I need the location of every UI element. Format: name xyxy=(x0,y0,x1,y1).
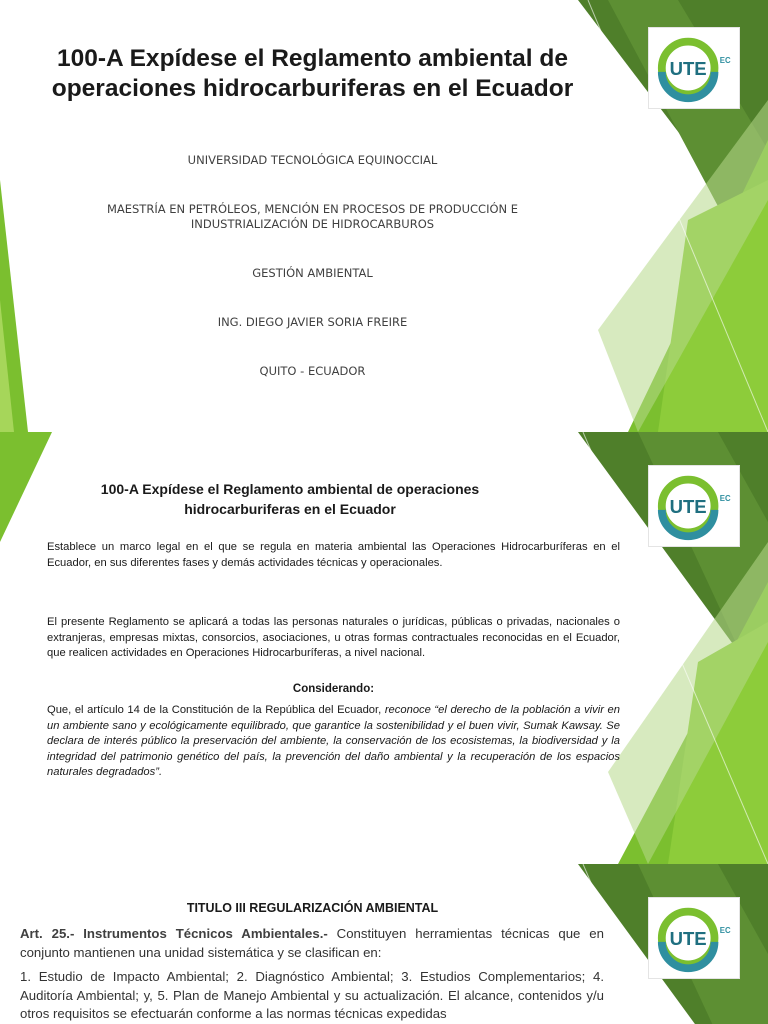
instruments-list-paragraph: 1. Estudio de Impacto Ambiental; 2. Diagnóstico Ambiental; 3. Estudios Complementarios; 4. Auditoría Ambiental; y, 5. Plan de Manejo Ambiental y su actualización. El alcance, contenidos y/u otros requisitos se efectuarán conforme a las normas técnicas expedidas xyxy=(20,969,604,1021)
cover-subject: GESTIÓN AMBIENTAL xyxy=(252,266,373,280)
cover-author: ING. DIEGO JAVIER SORIA FREIRE xyxy=(217,315,408,329)
ute-logo xyxy=(648,27,740,109)
art-25-paragraph xyxy=(20,925,604,962)
slide-cover xyxy=(0,0,768,432)
intro-title: 100-A Expídese el Reglamento ambiental de operaciones hidrocarburiferas en el Ecuador xyxy=(100,481,480,517)
constitution-quote: reconoce “el derecho de la población a vivir en un ambiente sano y ecológicamente equilibrado, que garantice la sostenibilidad y el buen vivir, Sumak Kawsay. Se declara de interés público la preservación del ambiente, la conservación de los ecosistemas, la biodiversidad y la integridad del patrimonio genético del país, la prevención del daño ambiental y la recuperación de los espacios naturales degradados”. xyxy=(47,704,620,779)
cover-location: QUITO - ECUADOR xyxy=(259,364,366,378)
art-25-label: Art. 25.- Instrumentos Técnicos Ambientales.- xyxy=(20,926,328,941)
art-25-text: Constituyen herramientas técnicas que en conjunto mantienen una unidad sistemática y se clasifican en: xyxy=(20,926,604,960)
considerando-heading: Considerando: xyxy=(292,683,375,695)
titulo-iii-heading: TITULO III REGULARIZACIÓN AMBIENTAL xyxy=(186,901,439,915)
cover-title: 100-A Expídese el Reglamento ambiental de operaciones hidrocarburiferas en el Ecuador xyxy=(51,45,574,102)
logo-suffix: EC xyxy=(719,494,731,504)
logo-suffix: EC xyxy=(719,926,731,936)
logo-text: UTE xyxy=(669,495,707,517)
cover-program: MAESTRÍA EN PETRÓLEOS, MENCIÓN EN PROCESOS DE PRODUCCIÓN E INDUSTRIALIZACIÓN DE HIDROCARBUROS xyxy=(106,202,519,231)
intro-paragraph-constitution xyxy=(47,703,620,781)
slide-regularizacion xyxy=(0,864,768,1024)
logo-text: UTE xyxy=(669,57,707,79)
slide-introduction xyxy=(0,432,768,864)
constitution-plain-text: Que, el artículo 14 de la Constitución de la República del Ecuador, xyxy=(47,704,385,716)
cover-university: UNIVERSIDAD TECNOLÓGICA EQUINOCCIAL xyxy=(187,153,438,167)
intro-paragraph-scope: Establece un marco legal en el que se regula en materia ambiental las Operaciones Hidrocarburíferas en el Ecuador, en sus diferentes fases y demás actividades técnicas y operacionales. xyxy=(47,541,620,569)
ute-logo xyxy=(648,465,740,547)
logo-text: UTE xyxy=(669,927,707,949)
ute-logo xyxy=(648,897,740,979)
logo-suffix: EC xyxy=(719,56,731,66)
intro-paragraph-application: El presente Reglamento se aplicará a todas las personas naturales o jurídicas, públicas o privadas, nacionales o extranjeras, empresas mixtas, consorcios, asociaciones, u otras formas contractuales reconocidas en el Ecuador, que realicen actividades en Operaciones Hidrocarburíferas, a nivel nacional. xyxy=(47,616,620,660)
